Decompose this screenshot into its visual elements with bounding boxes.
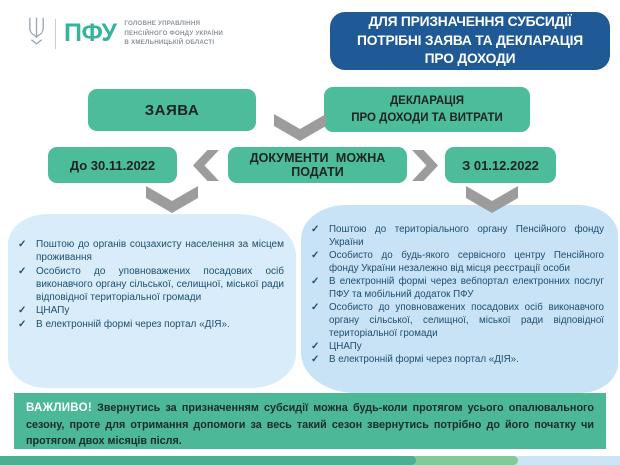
after-check-list bbox=[311, 223, 604, 367]
chevron-right-icon bbox=[412, 150, 438, 181]
date-after-box: З 01.12.2022 bbox=[445, 147, 556, 183]
list-item bbox=[311, 223, 604, 249]
list-item-text: В електронній формі через портал «ДІЯ». bbox=[36, 318, 230, 330]
trident-icon bbox=[26, 16, 47, 51]
declaration-box bbox=[324, 87, 530, 132]
check-icon: ✓ bbox=[18, 318, 27, 330]
bottom-stripe-teal bbox=[0, 456, 416, 465]
list-item bbox=[18, 265, 284, 305]
check-icon: ✓ bbox=[311, 302, 320, 314]
list-item-text: Поштою до органів соцзахисту населення за місцем проживання bbox=[36, 239, 284, 264]
header-banner: ДЛЯ ПРИЗНАЧЕННЯ СУБСИДІЇ ПОТРІБНІ ЗАЯВА ТА ДЕКЛАРАЦІЯ ПРО ДОХОДИ bbox=[330, 12, 610, 70]
list-item-text: ЦНАПу bbox=[36, 305, 70, 317]
chevron-down-icon bbox=[466, 186, 518, 213]
before-check-list bbox=[18, 238, 284, 331]
list-item bbox=[18, 238, 284, 265]
check-icon: ✓ bbox=[311, 354, 320, 366]
list-item bbox=[18, 318, 284, 331]
application-box: ЗАЯВА bbox=[88, 89, 256, 131]
list-item bbox=[311, 301, 604, 340]
list-item-text: Особисто до уповноважених посадових осіб виконавчого органу сільської, селищної, міської ради відповідної територіальної громади bbox=[329, 302, 604, 340]
logo-org-line: ПЕНСІЙНОГО ФОНДУ УКРАЇНИ bbox=[124, 29, 224, 37]
pfu-logo bbox=[26, 16, 223, 51]
list-item-text: В електронній формі через вебпортал електронних послуг ПФУ та мобільний додаток ПФУ bbox=[329, 276, 604, 301]
declaration-line2: ПРО ДОХОДИ ТА ВИТРАТИ bbox=[351, 111, 503, 124]
logo-org-line: ГОЛОВНЕ УПРАВЛІННЯ bbox=[124, 20, 201, 28]
logo-abbreviation: ПФУ bbox=[64, 19, 117, 47]
important-text: Звернутись за призначенням субсидії можна будь-коли протягом усього опалювального сезону, проте для отримання допомоги за весь такий сезон звернутись потрібно до його початку чи протягом двох місяців після. bbox=[26, 402, 594, 448]
important-note bbox=[14, 393, 606, 449]
list-item-text: ЦНАПу bbox=[329, 341, 362, 353]
important-label: ВАЖЛИВО! bbox=[26, 402, 92, 414]
logo-divider bbox=[55, 19, 56, 49]
date-before-box: До 30.11.2022 bbox=[48, 147, 177, 183]
list-item bbox=[311, 340, 604, 353]
list-item bbox=[18, 304, 284, 317]
list-item-text: Поштою до територіального органу Пенсійного фонду України bbox=[329, 224, 604, 249]
list-item bbox=[311, 249, 604, 275]
check-icon: ✓ bbox=[18, 265, 27, 277]
documents-submit-box: ДОКУМЕНТИ МОЖНА ПОДАТИ bbox=[228, 147, 407, 183]
check-icon: ✓ bbox=[311, 250, 320, 262]
chevron-down-icon bbox=[274, 114, 326, 141]
panel-before-list bbox=[8, 214, 296, 388]
check-icon: ✓ bbox=[18, 239, 27, 250]
list-item-text: Особисто до будь-якого сервісного центру Пенсійного фонду України незалежно від місця реєстрації особи bbox=[329, 250, 604, 275]
logo-org-line: В ХМЕЛЬНИЦЬКІЙ ОБЛАСТІ bbox=[124, 39, 215, 47]
list-item-text: Особисто до уповноважених посадових осіб виконавчого органу сільської, селищної, міської ради відповідної територіальної громади bbox=[36, 265, 284, 304]
check-icon: ✓ bbox=[311, 276, 320, 288]
check-icon: ✓ bbox=[18, 305, 27, 317]
logo-org-name bbox=[124, 19, 223, 48]
check-icon: ✓ bbox=[311, 224, 320, 235]
chevron-down-icon bbox=[146, 186, 198, 213]
list-item-text: В електронній формі через портал «ДІЯ». bbox=[329, 354, 519, 366]
list-item bbox=[311, 275, 604, 301]
list-item bbox=[311, 353, 604, 366]
check-icon: ✓ bbox=[311, 341, 320, 353]
panel-after-list bbox=[301, 205, 618, 393]
declaration-line1: ДЕКЛАРАЦІЯ bbox=[389, 95, 465, 108]
chevron-left-icon bbox=[193, 150, 219, 181]
